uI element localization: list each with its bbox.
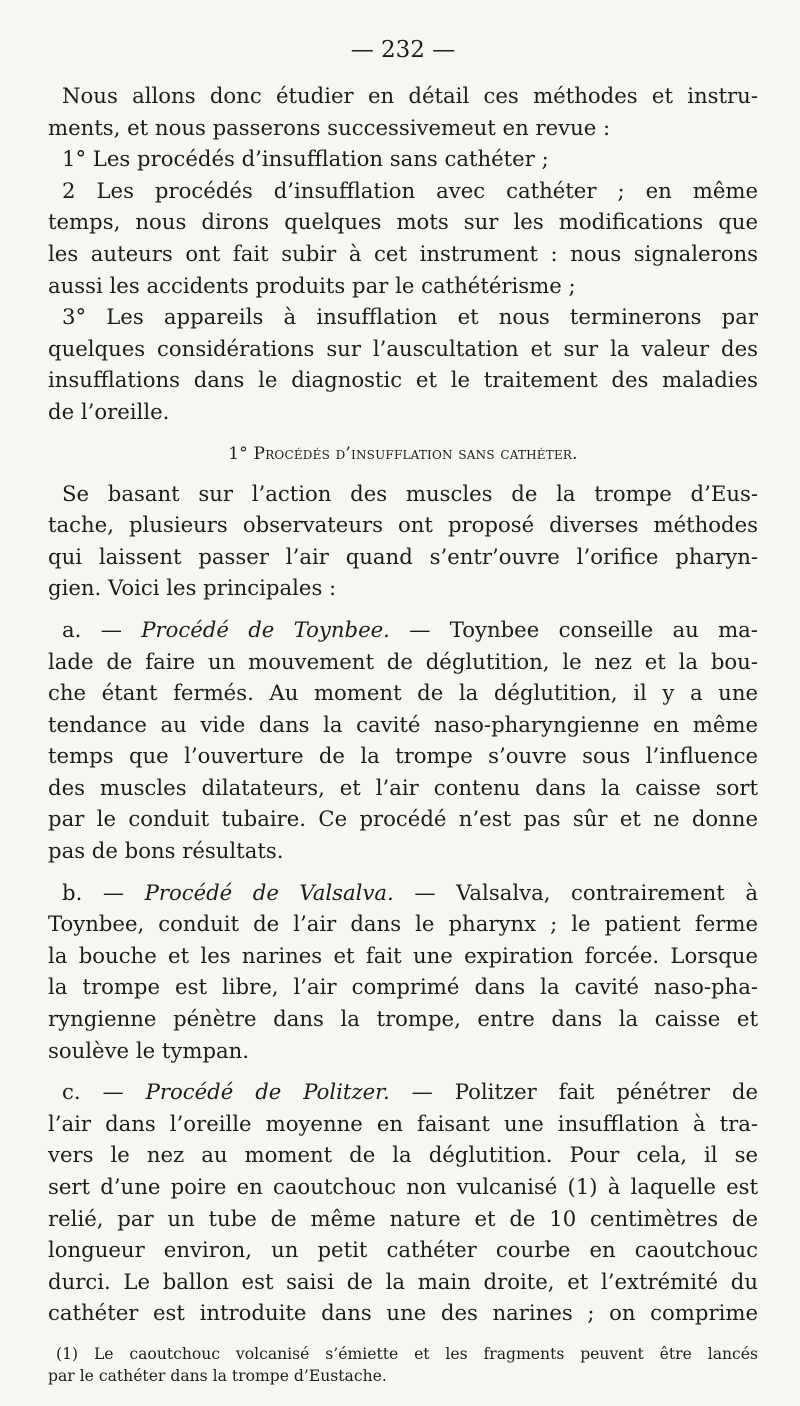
procedure-first-line: a. — Procédé de Toynbee. — Toynbee conseille au ma- (62, 616, 758, 642)
text-line: de l’oreille. (48, 398, 170, 424)
procedure-title: Procédé de Toynbee. (141, 616, 390, 642)
footnote (48, 1343, 758, 1387)
procedure-valsalva (48, 877, 758, 1067)
list-item-3 (48, 301, 758, 427)
text-line: vers le nez au moment de la déglutition. Pour cela, il se (48, 1142, 758, 1168)
footnote-line: par le cathéter dans la trompe d’Eustache. (48, 1366, 387, 1385)
text-line: tendance au vide dans la cavité naso-pharyngienne en même (48, 711, 758, 737)
section-intro-paragraph (48, 478, 758, 604)
text-line: lade de faire un mouvement de déglutition, le nez et la bou- (48, 648, 758, 674)
text-line: des muscles dilatateurs, et l’air contenu dans la caisse sort (48, 774, 758, 800)
text-line: temps, nous dirons quelques mots sur les modifications que (48, 209, 758, 235)
procedure-politzer (48, 1076, 758, 1329)
text-line: ryngienne pénètre dans la trompe, entre dans la caisse et (48, 1006, 758, 1032)
list-item-2 (48, 175, 758, 301)
text-line: longueur environ, un petit cathéter courbe en caoutchouc (48, 1237, 758, 1263)
text-line: 2 Les procédés d’insufflation avec cathéter ; en même (62, 177, 758, 203)
procedure-toynbee (48, 614, 758, 867)
text-line: 1° Les procédés d’insufflation sans cathéter ; (62, 146, 549, 172)
intro-paragraph (48, 80, 758, 143)
text-line: Se basant sur l’action des muscles de la trompe d’Eus- (62, 480, 758, 506)
text-line: durci. Le ballon est saisi de la main droite, et l’extrémité du (48, 1268, 758, 1294)
procedure-title: Procédé de Valsalva. (144, 879, 394, 905)
section-heading: 1° Procédés d’insufflation sans cathéter. (228, 443, 578, 464)
text-line: tache, plusieurs observateurs ont proposé diverses méthodes (48, 512, 758, 538)
list-item-1 (48, 143, 758, 175)
text-line: Toynbee, conduit de l’air dans le pharynx ; le patient ferme (48, 911, 758, 937)
text-line: insufflations dans le diagnostic et le traitement des maladies (48, 367, 758, 393)
procedure-first-line: c. — Procédé de Politzer. — Politzer fait pénétrer de (62, 1079, 758, 1105)
text-line: relié, par un tube de même nature et de 10 centimètres de (48, 1205, 758, 1231)
text-line: la trompe est libre, l’air comprimé dans la cavité naso-pha- (48, 974, 758, 1000)
text-line: 3° Les appareils à insufflation et nous terminerons par (62, 304, 758, 330)
text-line: gien. Voici les principales : (48, 575, 337, 601)
text-line: qui laissent passer l’air quand s’entr’ouvre l’orifice pharyn- (48, 543, 758, 569)
text-line: temps que l’ouverture de la trompe s’ouvre sous l’influence (48, 743, 758, 769)
text-line: cathéter est introduite dans une des narines ; on comprime (48, 1300, 758, 1326)
text-line: l’air dans l’oreille moyenne en faisant une insufflation à tra- (48, 1110, 758, 1136)
text-line: pas de bons résultats. (48, 838, 284, 864)
text-line: les auteurs ont fait subir à cet instrument : nous signalerons (48, 240, 758, 266)
text-line: ments, et nous passerons successivemeut en revue : (48, 114, 611, 140)
text-line: Nous allons donc étudier en détail ces méthodes et instru- (62, 83, 758, 108)
text-line: aussi les accidents produits par le cathétérisme ; (48, 272, 576, 298)
text-line: la bouche et les narines et fait une expiration forcée. Lorsque (48, 942, 758, 968)
text-line: soulève le tympan. (48, 1037, 250, 1063)
page-number: — 232 — (350, 37, 456, 63)
procedure-first-line: b. — Procédé de Valsalva. — Valsalva, contrairement à (62, 879, 758, 905)
text-line: che étant fermés. Au moment de la déglutition, il y a une (48, 680, 758, 706)
text-line: sert d’une poire en caoutchouc non vulcanisé (1) à laquelle est (48, 1174, 758, 1199)
text-line: quelques considérations sur l’auscultation et sur la valeur des (48, 335, 758, 361)
text-line: par le conduit tubaire. Ce procédé n’est pas sûr et ne donne (48, 806, 758, 832)
procedure-title: Procédé de Politzer. (145, 1079, 390, 1105)
footnote-line: (1) Le caoutchouc volcanisé s’émiette et les fragments peuvent être lancés (56, 1344, 758, 1363)
